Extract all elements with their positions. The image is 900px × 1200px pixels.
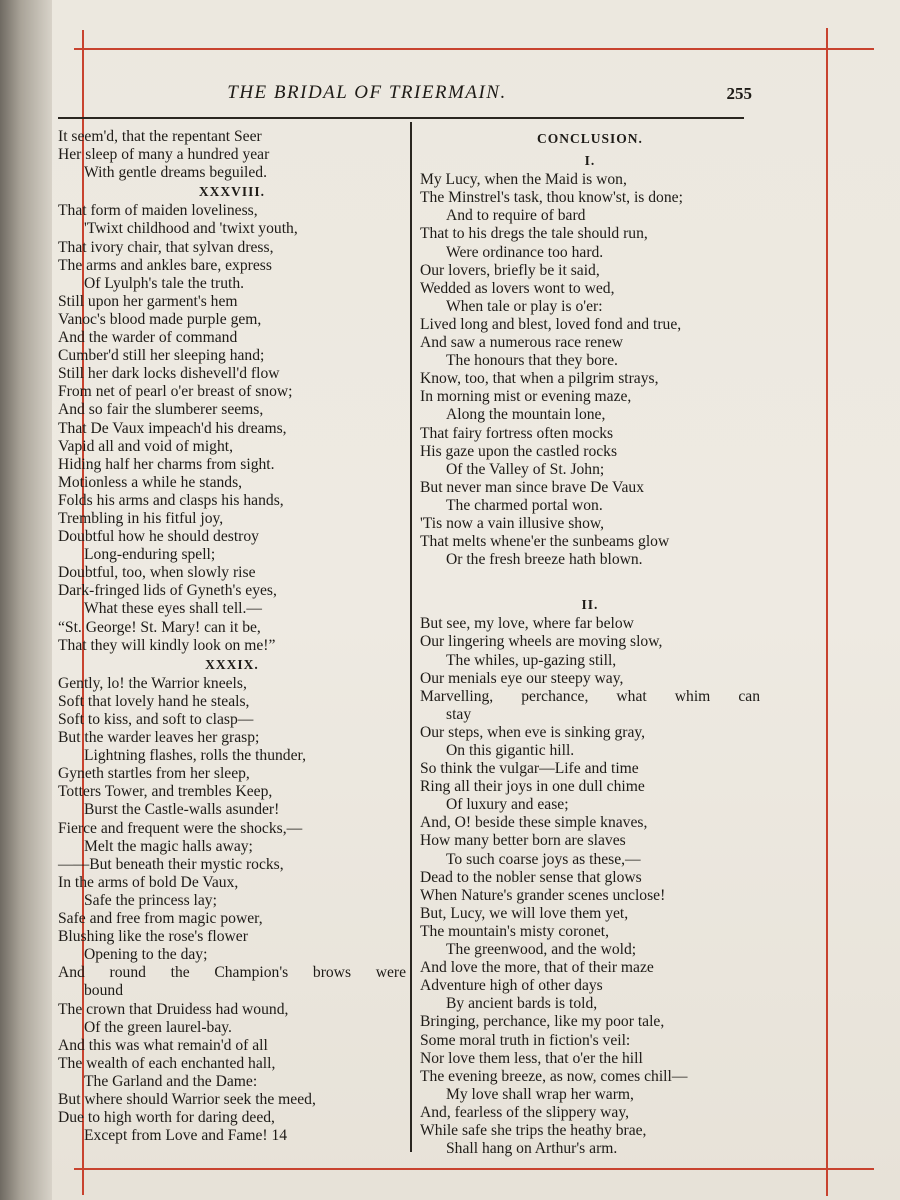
poem-line: By ancient bards is told,	[446, 995, 598, 1013]
poem-line: That melts whene'er the sunbeams glow	[420, 533, 670, 551]
poem-line: Trembling in his fitful joy,	[58, 509, 224, 527]
section-title: CONCLUSION.	[537, 131, 643, 146]
poem-line: Were ordinance too hard.	[446, 243, 604, 261]
poem-line: Doubtful, too, when slowly rise	[58, 564, 256, 582]
poem-line: Her sleep of many a hundred year	[58, 146, 270, 164]
poem-line: On this gigantic hill.	[446, 742, 575, 759]
poem-line: The charmed portal won.	[446, 496, 603, 514]
poem-line: But, Lucy, we will love them yet,	[420, 904, 629, 922]
poem-line: The honours that they bore.	[446, 352, 618, 370]
poem-line: Of Lyulph's tale the truth.	[84, 274, 245, 292]
poem-line: The arms and ankles bare, express	[58, 256, 272, 274]
poem-line: Still her dark locks dishevell'd flow	[58, 365, 280, 383]
red-border-right	[826, 28, 828, 1196]
poem-line: Burst the Castle-walls asunder!	[84, 801, 280, 819]
poem-line: And, fearless of the slippery way,	[420, 1103, 630, 1121]
poem-line: Wedded as lovers wont to wed,	[420, 279, 615, 297]
poem-line: Still upon her garment's hem	[58, 292, 238, 310]
poem-line: And so fair the slumberer seems,	[58, 401, 264, 419]
poem-line: So think the vulgar—Life and time	[420, 760, 639, 778]
poem-line: While safe she trips the heathy brae,	[420, 1121, 647, 1139]
poem-line: Along the mountain lone,	[446, 406, 606, 424]
poem-line: Except from Love and Fame! 14	[84, 1127, 288, 1145]
running-title: THE BRIDAL OF TRIERMAIN.	[227, 82, 507, 103]
poem-line: Cumber'd still her sleeping hand;	[58, 347, 265, 365]
poem-line: In morning mist or evening maze,	[420, 388, 632, 406]
poem-line: Of the green laurel-bay.	[84, 1018, 232, 1036]
stanza-number: I.	[584, 153, 596, 169]
poem-line: ——But beneath their mystic rocks,	[58, 855, 284, 873]
poem-line: Know, too, that when a pilgrim strays,	[420, 370, 659, 388]
poem-line: Adventure high of other days	[420, 977, 603, 995]
poem-line: It seem'd, that the repentant Seer	[58, 128, 262, 145]
poem-line: Our lovers, briefly be it said,	[420, 261, 600, 279]
poem-line: That form of maiden loveliness,	[58, 202, 258, 220]
poem-line: Or the fresh breeze hath blown.	[446, 551, 643, 569]
poem-line: The mountain's misty coronet,	[420, 922, 610, 940]
poem-line: Our menials eye our steepy way,	[420, 669, 624, 687]
poem-line: Gently, lo! the Warrior kneels,	[58, 674, 247, 692]
column-divider	[410, 122, 412, 1152]
poem-line: bound	[84, 982, 123, 1000]
poem-line: That fairy fortress often mocks	[420, 424, 614, 442]
poem-line: The greenwood, and the wold;	[446, 941, 637, 959]
poem-line: 'Tis now a vain illusive show,	[420, 514, 605, 532]
poem-line: His gaze upon the castled rocks	[420, 442, 618, 460]
poem-line: Soft to kiss, and soft to clasp—	[58, 711, 254, 728]
poem-line: But where should Warrior seek the meed,	[58, 1090, 316, 1108]
poem-line: But the warder leaves her grasp;	[58, 729, 260, 747]
poem-line: And the warder of command	[58, 329, 238, 347]
poem-line: Vanoc's blood made purple gem,	[58, 310, 262, 328]
poem-line: Melt the magic halls away;	[84, 837, 253, 855]
poem-line: “St. George! St. Mary! can it be,	[58, 618, 261, 636]
poem-line: That they will kindly look on me!”	[58, 636, 276, 654]
poem-line: But never man since brave De Vaux	[420, 478, 645, 496]
poem-line: Soft that lovely hand he steals,	[58, 692, 250, 710]
poem-line: The evening breeze, as now, comes chill—	[420, 1067, 688, 1085]
poem-line: The whiles, up-gazing still,	[446, 651, 617, 669]
poem-line: Opening to the day;	[84, 946, 208, 964]
stanza-number: II.	[581, 597, 599, 613]
poem-line: Safe the princess lay;	[84, 891, 217, 909]
poem-line: Our steps, when eve is sinking gray,	[420, 723, 646, 741]
poem-line: From net of pearl o'er breast of snow;	[58, 383, 293, 401]
poem-line: Marvelling, perchance, what whim can	[420, 687, 760, 705]
poem-line: Totters Tower, and trembles Keep,	[58, 783, 273, 801]
poem-line: Blushing like the rose's flower	[58, 928, 248, 946]
poem-line: Gyneth startles from her sleep,	[58, 765, 250, 783]
poem-line: The Garland and the Dame:	[84, 1072, 258, 1090]
poem-line: In the arms of bold De Vaux,	[58, 873, 239, 891]
poem-line: Folds his arms and clasps his hands,	[58, 491, 284, 509]
poem-line: My love shall wrap her warm,	[446, 1085, 634, 1103]
stanza-number: XXXIX.	[205, 656, 259, 672]
poem-line: That De Vaux impeach'd his dreams,	[58, 419, 287, 437]
poem-line: Vapid all and void of might,	[58, 437, 233, 455]
poem-line: stay	[446, 705, 472, 723]
poem-line: Dark-fringed lids of Gyneth's eyes,	[58, 582, 277, 600]
left-column	[58, 128, 406, 1145]
poem-line: Of the Valley of St. John;	[446, 460, 605, 478]
stanza-gap	[420, 569, 760, 595]
poem-line: Fierce and frequent were the shocks,—	[58, 819, 303, 837]
poem-line: Motionless a while he stands,	[58, 473, 243, 491]
poem-line: Shall hang on Arthur's arm.	[446, 1140, 618, 1158]
header-rule	[58, 117, 744, 119]
red-border-top	[74, 48, 874, 50]
poem-line: To such coarse joys as these,—	[446, 850, 641, 868]
poem-line: Due to high worth for daring deed,	[58, 1109, 275, 1127]
poem-line: My Lucy, when the Maid is won,	[420, 171, 627, 189]
stanza-number: XXXVIII.	[198, 184, 266, 200]
poem-line: The crown that Druidess had wound,	[58, 1000, 289, 1018]
poem-line: The Minstrel's task, thou know'st, is done;	[420, 189, 683, 207]
poem-line: When Nature's grander scenes unclose!	[420, 886, 666, 904]
poem-line: When tale or play is o'er:	[446, 297, 603, 315]
poem-line: Dead to the nobler sense that glows	[420, 868, 642, 886]
poem-line: Lived long and blest, loved fond and true,	[420, 315, 682, 333]
page-number: 255	[726, 84, 752, 103]
poem-line: That ivory chair, that sylvan dress,	[58, 238, 274, 256]
poem-line: And round the Champion's brows were	[58, 964, 406, 982]
poem-line: Hiding half her charms from sight.	[58, 455, 275, 473]
poem-line: And love the more, that of their maze	[420, 959, 654, 977]
poem-line: Our lingering wheels are moving slow,	[420, 633, 663, 651]
poem-line: Doubtful how he should destroy	[58, 528, 259, 546]
red-border-bottom	[74, 1168, 874, 1170]
poem-line: Bringing, perchance, like my poor tale,	[420, 1013, 665, 1031]
poem-line: And to require of bard	[446, 207, 586, 225]
poem-line: How many better born are slaves	[420, 832, 626, 850]
poem-line: Some moral truth in fiction's veil:	[420, 1031, 631, 1049]
poem-line: Of luxury and ease;	[446, 796, 569, 814]
poem-line: But see, my love, where far below	[420, 615, 634, 633]
poem-line: 'Twixt childhood and 'twixt youth,	[84, 220, 298, 238]
poem-line: And, O! beside these simple knaves,	[420, 814, 648, 832]
poem-line: That to his dregs the tale should run,	[420, 225, 648, 243]
page-header	[52, 78, 752, 118]
right-column	[420, 128, 760, 1158]
poem-line: Safe and free from magic power,	[58, 910, 263, 928]
poem-line: Lightning flashes, rolls the thunder,	[84, 747, 306, 765]
poem-line: Nor love them less, that o'er the hill	[420, 1049, 643, 1067]
poem-line: What these eyes shall tell.—	[84, 600, 262, 618]
poem-line: The wealth of each enchanted hall,	[58, 1054, 276, 1072]
poem-line: And saw a numerous race renew	[420, 334, 624, 352]
poem-line: Long-enduring spell;	[84, 546, 216, 564]
poem-line: Ring all their joys in one dull chime	[420, 778, 645, 796]
poem-line: And this was what remain'd of all	[58, 1036, 268, 1054]
book-gutter	[0, 0, 52, 1200]
poem-line: With gentle dreams beguiled.	[84, 164, 267, 182]
